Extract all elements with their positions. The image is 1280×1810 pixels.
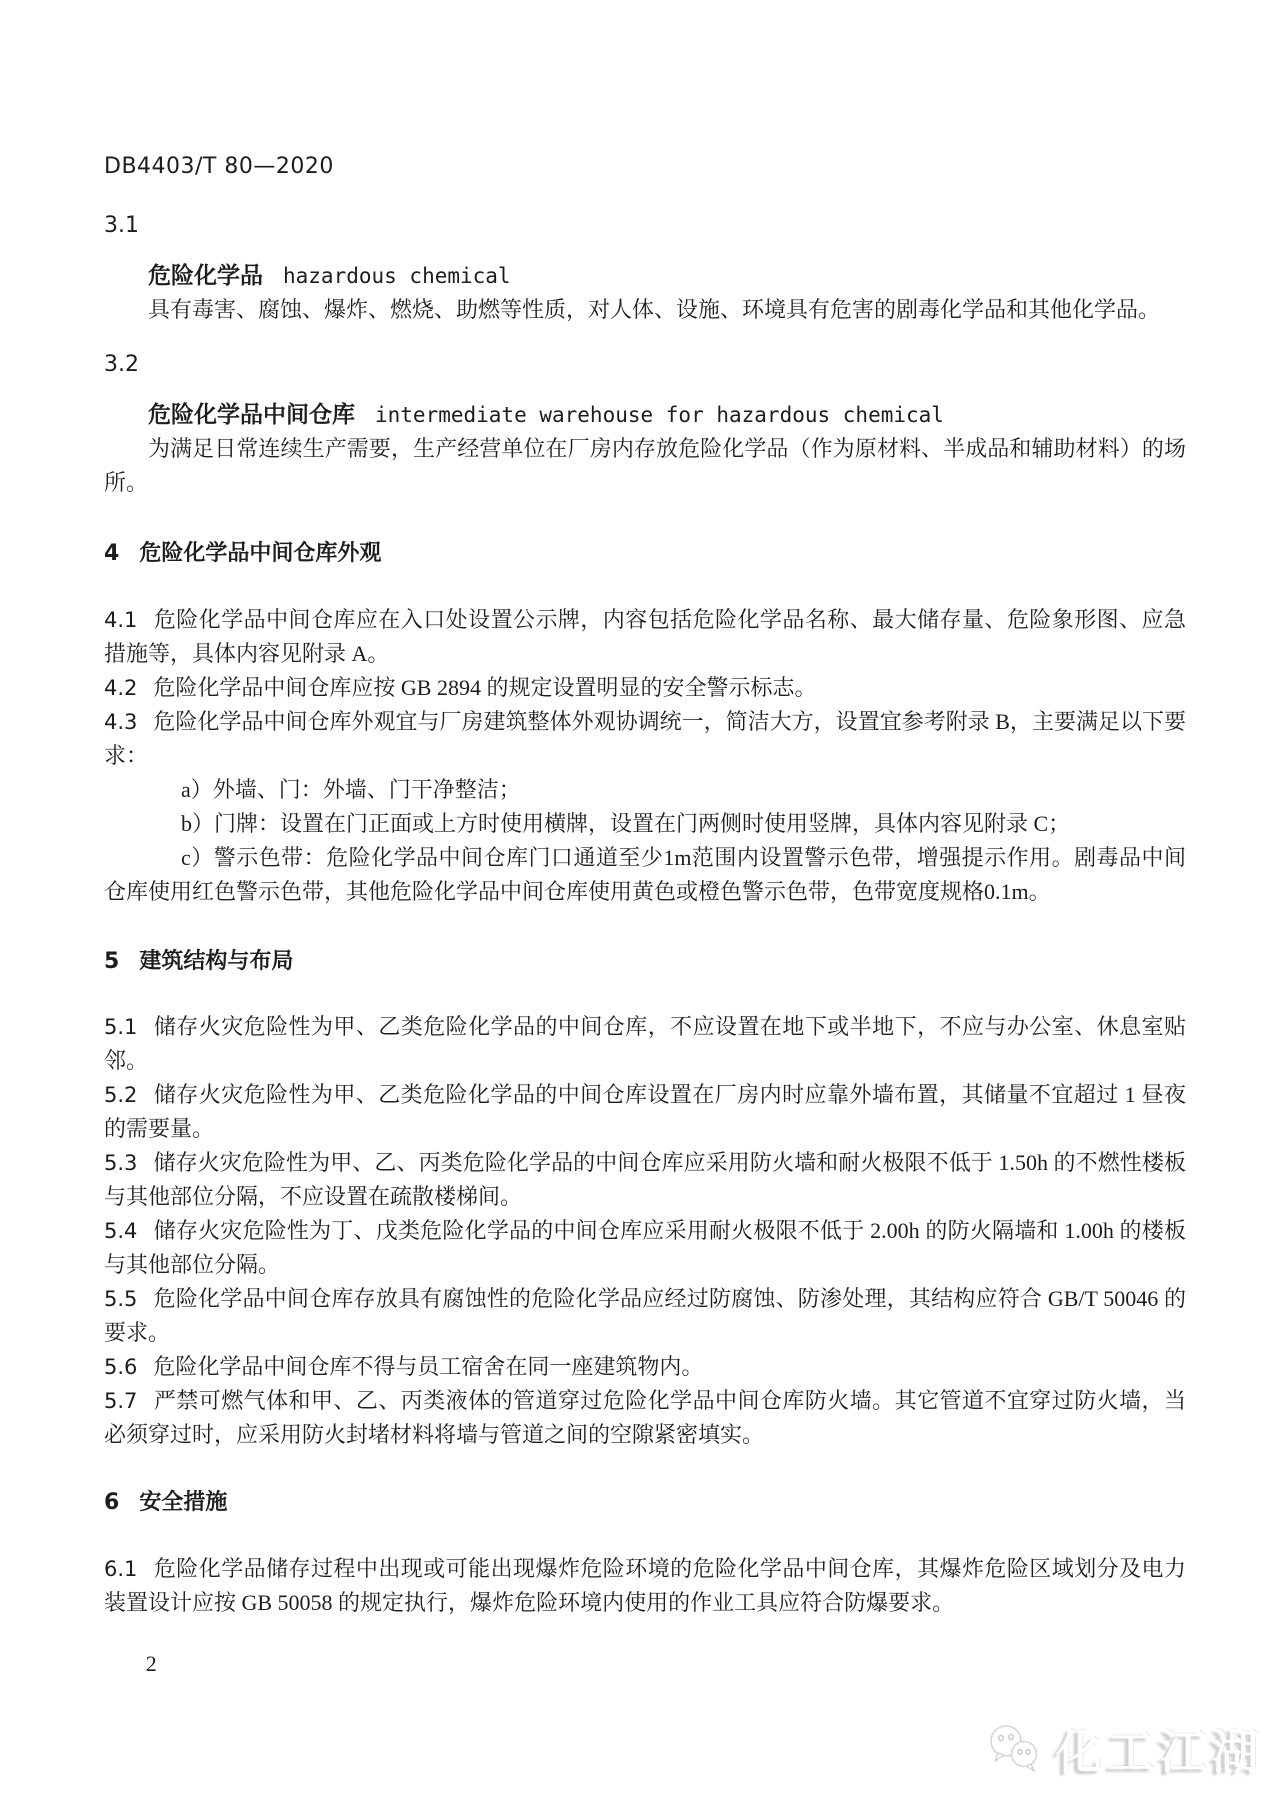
term-definition-3-2: 为满足日常连续生产需要，生产经营单位在厂房内存放危险化学品（作为原材料、半成品和辅助材料）的场所。 xyxy=(104,436,1186,495)
clause-4-1 xyxy=(104,603,1186,671)
doc-number: DB4403/T 80—2020 xyxy=(104,154,334,179)
clause-text: 储存火灾危险性为甲、乙类危险化学品的中间仓库，不应设置在地下或半地下，不应与办公室、休息室贴邻。 xyxy=(104,1014,1186,1073)
chapter-number: 6 xyxy=(104,1490,120,1515)
watermark-text: 化工江湖 xyxy=(1056,1725,1264,1779)
clause-text: 危险化学品中间仓库不得与员工宿舍在同一座建筑物内。 xyxy=(153,1354,704,1379)
chapter-title: 建筑结构与布局 xyxy=(139,949,294,974)
page-number: 2 xyxy=(145,1651,157,1676)
clause-number: 4.2 xyxy=(104,676,138,700)
term-en: intermediate warehouse for hazardous chemical xyxy=(375,403,944,427)
clause-5-3 xyxy=(104,1146,1186,1214)
clause-text: 储存火灾危险性为丁、戊类危险化学品的中间仓库应采用耐火极限不低于 2.00h 的防火隔墙和 1.00h 的楼板与其他部位分隔。 xyxy=(104,1218,1186,1277)
term-heading-3-1 xyxy=(104,259,1186,293)
chapter-title: 危险化学品中间仓库外观 xyxy=(139,541,382,566)
term-en: hazardous chemical xyxy=(283,264,511,288)
term-zh: 危险化学品中间仓库 xyxy=(148,402,355,428)
clause-text: 储存火灾危险性为甲、乙、丙类危险化学品的中间仓库应采用防火墙和耐火极限不低于 1.50h 的不燃性楼板与其他部位分隔，不应设置在疏散楼梯间。 xyxy=(104,1150,1186,1209)
wechat-icon xyxy=(984,1721,1046,1777)
term-number-3-2: 3.2 xyxy=(104,352,139,377)
clause-4-3 xyxy=(104,705,1186,773)
list-item-c: c）警示色带：危险化学品中间仓库门口通道至少1m范围内设置警示色带，增强提示作用。剧毒品中间仓库使用红色警示色带，其他危险化学品中间仓库使用黄色或橙色警示色带，色带宽度规格0.1m。 xyxy=(104,845,1186,904)
clause-number: 5.2 xyxy=(104,1083,138,1107)
clause-text: 严禁可燃气体和甲、乙、丙类液体的管道穿过危险化学品中间仓库防火墙。其它管道不宜穿过防火墙，当必须穿过时，应采用防火封堵材料将墙与管道之间的空隙紧密填实。 xyxy=(104,1388,1186,1447)
chapter-number: 4 xyxy=(104,541,120,566)
list-item-a: a）外墙、门：外墙、门干净整洁； xyxy=(181,777,521,802)
clause-text: 储存火灾危险性为甲、乙类危险化学品的中间仓库设置在厂房内时应靠外墙布置，其储量不宜超过 1 昼夜的需要量。 xyxy=(104,1082,1186,1141)
clause-number: 6.1 xyxy=(104,1557,138,1581)
clause-5-1 xyxy=(104,1010,1186,1078)
clause-number: 5.3 xyxy=(104,1151,138,1175)
clause-text: 危险化学品储存过程中出现或可能出现爆炸危险环境的危险化学品中间仓库，其爆炸危险区域划分及电力装置设计应按 GB 50058 的规定执行，爆炸危险环境内使用的作业工具应符合防爆要求。 xyxy=(104,1556,1186,1615)
list-item-b: b）门牌：设置在门正面或上方时使用横牌，设置在门两侧时使用竖牌，具体内容见附录 C； xyxy=(181,811,1071,836)
clause-text: 危险化学品中间仓库应在入口处设置公示牌，内容包括危险化学品名称、最大储存量、危险象形图、应急措施等，具体内容见附录 A。 xyxy=(104,607,1186,666)
clause-5-4 xyxy=(104,1214,1186,1282)
clause-number: 5.5 xyxy=(104,1287,138,1311)
clause-5-6 xyxy=(104,1350,1186,1384)
chapter-heading-6 xyxy=(104,1486,1186,1520)
clause-text: 危险化学品中间仓库应按 GB 2894 的规定设置明显的安全警示标志。 xyxy=(153,675,817,700)
clause-number: 5.7 xyxy=(104,1389,138,1413)
clause-6-1 xyxy=(104,1552,1186,1620)
clause-5-2 xyxy=(104,1078,1186,1146)
clause-text: 危险化学品中间仓库外观宜与厂房建筑整体外观协调统一，简洁大方，设置宜参考附录 B，主要满足以下要求： xyxy=(104,709,1186,768)
page-content xyxy=(104,150,1186,1681)
term-heading-3-2 xyxy=(104,398,1186,432)
chapter-title: 安全措施 xyxy=(139,1490,228,1515)
clause-number: 5.4 xyxy=(104,1219,138,1243)
chapter-heading-4 xyxy=(104,537,1186,571)
chapter-heading-5 xyxy=(104,945,1186,979)
clause-4-2 xyxy=(104,671,1186,705)
term-number-3-1: 3.1 xyxy=(104,213,139,238)
term-definition-3-1: 具有毒害、腐蚀、爆炸、燃烧、助燃等性质，对人体、设施、环境具有危害的剧毒化学品和其他化学品。 xyxy=(148,297,1161,322)
clause-5-7 xyxy=(104,1384,1186,1452)
clause-number: 4.1 xyxy=(104,608,138,632)
clause-text: 危险化学品中间仓库存放具有腐蚀性的危险化学品应经过防腐蚀、防渗处理，其结构应符合 GB/T 50046 的要求。 xyxy=(104,1286,1186,1345)
clause-5-5 xyxy=(104,1282,1186,1350)
clause-number: 5.6 xyxy=(104,1355,138,1379)
clause-number: 5.1 xyxy=(104,1015,138,1039)
chapter-number: 5 xyxy=(104,949,120,974)
watermark xyxy=(984,1716,1264,1782)
clause-number: 4.3 xyxy=(104,710,138,734)
term-zh: 危险化学品 xyxy=(148,263,263,289)
